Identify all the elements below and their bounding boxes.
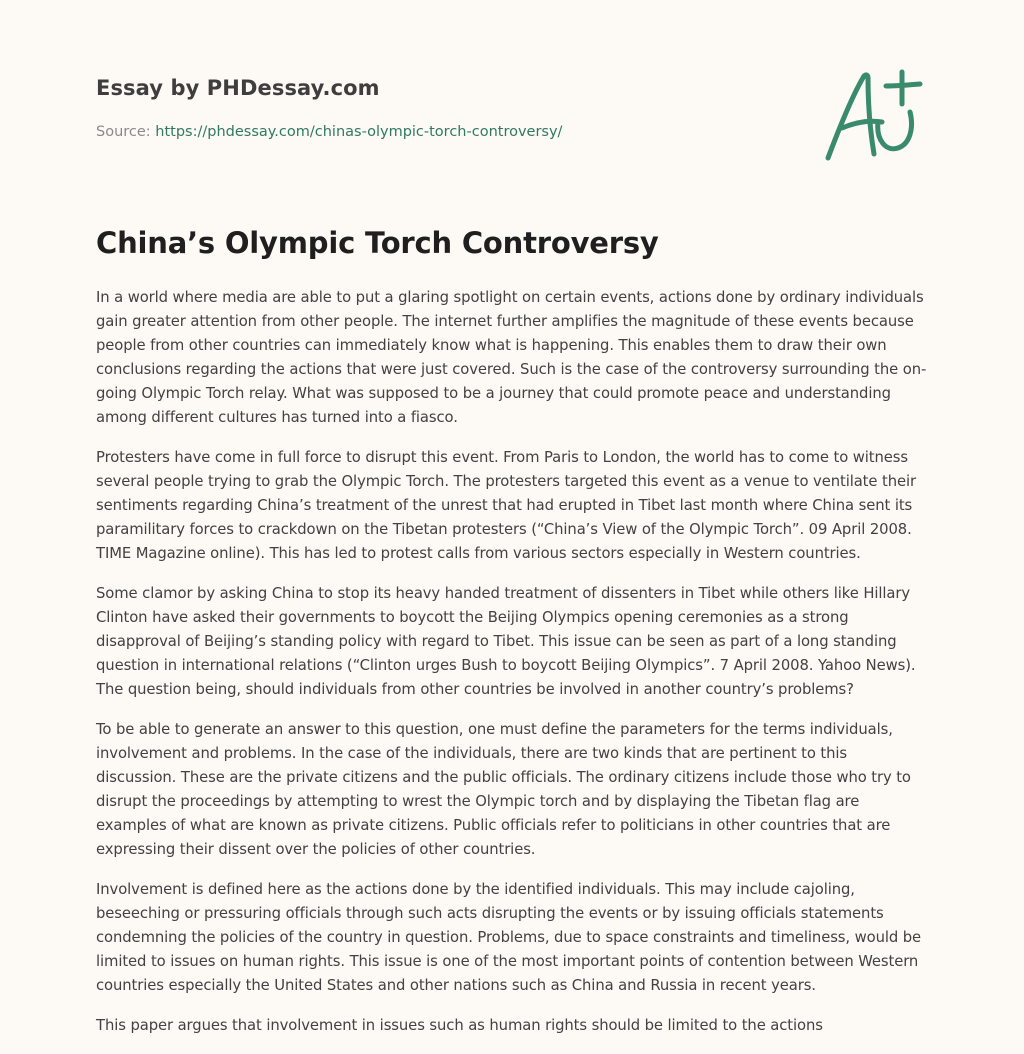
essay-paragraph: This paper argues that involvement in issues such as human rights should be limited to the actions [96,1017,823,1034]
site-brand: Essay by PHDessay.com [96,76,380,100]
source-line [96,124,562,140]
essay-title: China’s Olympic Torch Controversy [96,226,659,260]
essay-paragraph: Some clamor by asking China to stop its heavy handed treatment of dissenters in Tibet while others like Hillary Clinton have asked their governments to boycott the Beijing Olympics opening ceremonies as a strong disapproval of Beijing’s standing policy with regard to Tibet. This issue can be seen as part of a long standing question in international relations (“Clinton urges Bush to boycott Beijing Olympics”. 7 April 2008. Yahoo News). The question being, should individuals from other countries be involved in another country’s problems? [96,585,916,698]
essay-paragraph: To be able to generate an answer to this question, one must define the parameters for the terms individuals, involvement and problems. In the case of the individuals, there are two kinds that are pertinent to this discussion. These are the private citizens and the public officials. The ordinary citizens include those who try to disrupt the proceedings by attempting to wrest the Olympic torch and by displaying the Tibetan flag are examples of what are known as private citizens. Public officials refer to politicians in other countries that are expressing their dissent over the policies of other countries. [96,721,911,858]
essay-paragraph: Involvement is defined here as the actions done by the identified individuals. This may include cajoling, beseeching or pressuring officials through such acts disrupting the events or by issuing officials statements condemning the policies of the country in question. Problems, due to space constraints and timeliness, would be limited to issues on human rights. This issue is one of the most important points of contention between Western countries especially the United States and other nations such as China and Russia in recent years. [96,881,922,994]
essay-paragraph: In a world where media are able to put a glaring spotlight on certain events, actions done by ordinary individuals gain greater attention from other people. The internet further amplifies the magnitude of these events because people from other countries can immediately know what is happening. This enables them to draw their own conclusions regarding the actions that were just covered. Such is the case of the controversy surrounding the on-going Olympic Torch relay. What was supposed to be a journey that could promote peace and understanding among different cultures has turned into a fiasco. [96,289,927,426]
source-label: Source: [96,124,156,140]
source-link[interactable]: https://phdessay.com/chinas-olympic-torch-controversy/ [155,124,563,140]
a-plus-logo-icon [820,66,924,164]
essay-paragraph: Protesters have come in full force to disrupt this event. From Paris to London, the world has to come to witness several people trying to grab the Olympic Torch. The protesters targeted this event as a venue to ventilate their sentiments regarding China’s treatment of the unrest that had erupted in Tibet last month where China sent its paramilitary forces to crackdown on the Tibetan protesters (“China’s View of the Olympic Torch”. 09 April 2008. TIME Magazine online). This has led to protest calls from various sectors especially in Western countries. [96,449,916,562]
essay-body [96,286,928,1054]
